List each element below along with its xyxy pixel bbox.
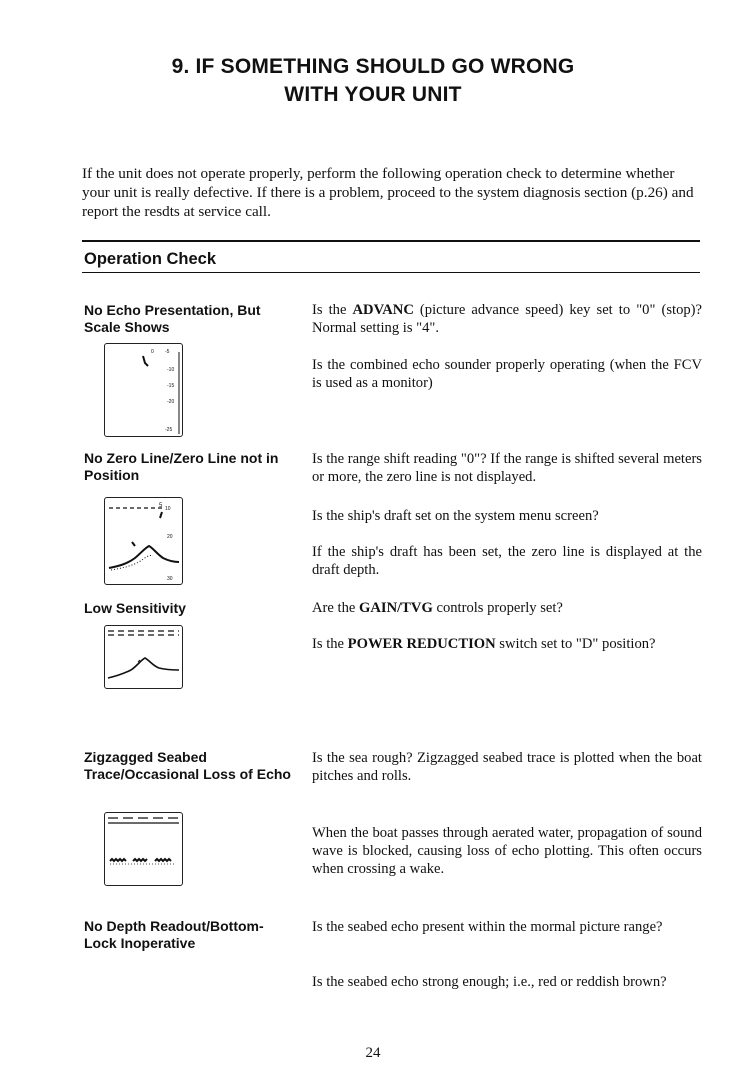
check-seabed-strength: Is the seabed echo strong enough; i.e., red or reddish brown?	[312, 974, 667, 990]
issue-title-zigzag: Zigzagged Seabed Trace/Occasional Loss of Echo	[84, 749, 291, 782]
scale-label: 20	[167, 534, 173, 540]
issue-title-no-echo: No Echo Presentation, But Scale Shows	[84, 302, 261, 335]
check-bold-text: ADVANC	[352, 302, 414, 318]
check-bold-text: POWER REDUCTION	[347, 636, 496, 652]
check-text: Is the	[312, 636, 348, 652]
check-text: Is the	[312, 302, 353, 318]
check-aerated-water: When the boat passes through aerated water, propagation of sound wave is blocked, causing loss of echo plotting. This often occurs when crossing a wake.	[312, 825, 702, 877]
check-text: controls properly set?	[432, 600, 563, 616]
page-title-line-2: WITH YOUR UNIT	[284, 83, 462, 106]
scale-label: 30	[167, 576, 173, 582]
check-sea-rough: Is the sea rough? Zigzagged seabed trace is plotted when the boat pitches and rolls.	[312, 750, 702, 784]
scale-label: -15	[167, 383, 175, 389]
check-range-shift: Is the range shift reading "0"? If the range is shifted several meters or more, the zero line is not displayed.	[312, 451, 702, 485]
check-gain-tvg	[312, 599, 702, 617]
page-title-line-1: 9. IF SOMETHING SHOULD GO WRONG	[171, 55, 575, 78]
section-top-rule	[82, 240, 700, 242]
check-draft-depth: If the ship's draft has been set, the zero line is displayed at the draft depth.	[312, 544, 702, 578]
scale-label: 10	[165, 506, 171, 512]
issue-title-low-sensitivity: Low Sensitivity	[84, 600, 186, 616]
page-number: 24	[365, 1045, 381, 1061]
check-text: switch set to "D" position?	[495, 636, 656, 652]
intro-paragraph: If the unit does not operate properly, perform the following operation check to determine whether your unit is really defective. If there is a problem, proceed to the system diagnosis section (p.26) and report the resdts at service call.	[82, 165, 694, 220]
figure-zero-line	[104, 497, 183, 585]
check-seabed-range: Is the seabed echo present within the mormal picture range?	[312, 919, 663, 935]
figure-zero-line-drawing	[105, 498, 182, 584]
issue-title-zero-line: No Zero Line/Zero Line not in Position	[84, 450, 279, 483]
figure-zigzag-drawing	[105, 813, 182, 885]
issue-title-no-depth: No Depth Readout/Bottom-Lock Inoperative	[84, 918, 264, 951]
check-combined-sounder: Is the combined echo sounder properly operating (when the FCV is used as a monitor)	[312, 357, 702, 391]
scale-label: -25	[165, 427, 173, 433]
section-bottom-rule	[82, 272, 700, 273]
figure-zigzag	[104, 812, 183, 886]
scale-label: 5	[159, 503, 163, 509]
scale-label: 0	[151, 349, 154, 355]
check-text: Are the	[312, 600, 360, 616]
scale-label: -5	[165, 349, 170, 355]
check-text: (picture advance speed) key set to "0" (stop)? Normal setting is "4".	[312, 302, 702, 336]
figure-no-echo-scale-drawing	[105, 344, 182, 436]
figure-low-sensitivity-drawing	[105, 626, 182, 688]
scale-label: -10	[167, 367, 175, 373]
scale-label: -20	[167, 399, 175, 405]
check-ship-draft-set: Is the ship's draft set on the system menu screen?	[312, 508, 599, 524]
figure-low-sensitivity	[104, 625, 183, 689]
figure-no-echo-scale	[104, 343, 183, 437]
check-power-reduction	[312, 635, 702, 653]
section-heading: Operation Check	[84, 250, 217, 268]
check-bold-text: GAIN/TVG	[359, 600, 433, 616]
check-advanc	[312, 301, 702, 337]
